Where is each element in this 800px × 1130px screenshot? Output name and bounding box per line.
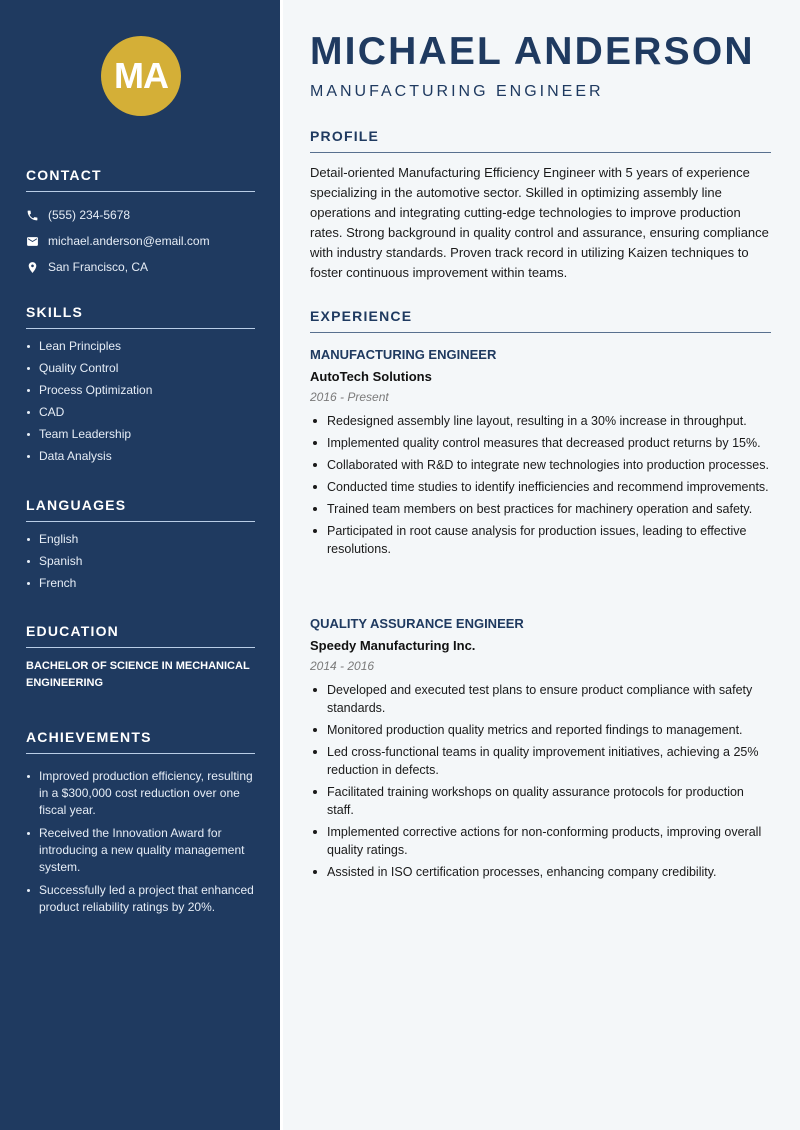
column-divider <box>280 0 283 1130</box>
avatar <box>101 36 181 116</box>
email-text[interactable]: michael.anderson@email.com <box>48 234 210 248</box>
sidebar <box>0 0 280 1130</box>
language-item: French <box>26 575 255 592</box>
job-bullet: Trained team members on best practices for machinery operation and safety. <box>310 500 771 518</box>
phone-icon <box>26 209 48 222</box>
job-dates: 2014 - 2016 <box>310 659 375 673</box>
job-dates: 2016 - Present <box>310 390 389 404</box>
languages-section <box>26 497 255 597</box>
languages-heading: LANGUAGES <box>26 497 255 522</box>
skills-heading: SKILLS <box>26 304 255 329</box>
phone-text[interactable]: (555) 234-5678 <box>48 208 131 222</box>
achievements-section <box>26 729 255 922</box>
job-bullet: Redesigned assembly line layout, resulting in a 30% increase in throughput. <box>310 412 771 430</box>
job-bullet: Facilitated training workshops on quality assurance protocols for production staff. <box>310 783 771 819</box>
avatar-initials: MA <box>114 55 168 96</box>
contact-phone <box>26 202 255 228</box>
job-company: Speedy Manufacturing Inc. <box>310 638 476 653</box>
achievements-list <box>26 768 255 916</box>
education-degree: BACHELOR OF SCIENCE IN MECHANICAL ENGINEERING <box>26 660 250 689</box>
languages-list <box>26 531 255 592</box>
job-entry <box>310 347 771 562</box>
education-section <box>26 623 255 692</box>
job-bullets <box>310 412 771 558</box>
job-entry <box>310 616 771 885</box>
profile-heading: PROFILE <box>310 128 771 153</box>
job-title: MANUFACTURING ENGINEER <box>310 347 497 362</box>
skill-item: CAD <box>26 404 255 421</box>
skill-item: Process Optimization <box>26 382 255 399</box>
skill-item: Lean Principles <box>26 338 255 355</box>
skill-item: Quality Control <box>26 360 255 377</box>
job-bullet: Collaborated with R&D to integrate new technologies into production processes. <box>310 456 771 474</box>
job-bullet: Conducted time studies to identify inefficiencies and recommend improvements. <box>310 478 771 496</box>
skills-list <box>26 338 255 465</box>
job-bullet: Assisted in ISO certification processes, enhancing company credibility. <box>310 863 771 881</box>
contact-list <box>26 202 255 280</box>
contact-location <box>26 254 255 280</box>
job-bullets <box>310 681 771 881</box>
achievement-item: Received the Innovation Award for introducing a new quality management system. <box>26 825 255 876</box>
contact-section <box>26 167 255 280</box>
skill-item: Data Analysis <box>26 448 255 465</box>
candidate-role: MANUFACTURING ENGINEER <box>310 83 604 100</box>
achievements-heading: ACHIEVEMENTS <box>26 729 255 754</box>
achievement-item: Improved production efficiency, resulting in a $300,000 cost reduction over one fiscal year. <box>26 768 255 819</box>
email-icon <box>26 235 48 248</box>
job-company: AutoTech Solutions <box>310 369 432 384</box>
job-bullet: Monitored production quality metrics and reported findings to management. <box>310 721 771 739</box>
location-pin-icon <box>26 261 48 274</box>
language-item: Spanish <box>26 553 255 570</box>
skill-item: Team Leadership <box>26 426 255 443</box>
profile-text: Detail-oriented Manufacturing Efficiency Engineer with 5 years of experience specializing in the automotive sector. Skilled in optimizing assembly line operations and integrating cutting-edge technologies to improve production rates. Strong background in quality control and assurance, ensuring compliance with industry standards. Proven track record in utilizing Kaizen techniques to foster continuous improvement within teams. <box>310 165 769 280</box>
education-heading: EDUCATION <box>26 623 255 648</box>
job-bullet: Implemented corrective actions for non-conforming products, improving overall quality ratings. <box>310 823 771 859</box>
achievement-item: Successfully led a project that enhanced product reliability ratings by 20%. <box>26 882 255 916</box>
language-item: English <box>26 531 255 548</box>
job-bullet: Developed and executed test plans to ensure product compliance with safety standards. <box>310 681 771 717</box>
contact-email <box>26 228 255 254</box>
candidate-name: MICHAEL ANDERSON <box>310 30 755 73</box>
skills-section <box>26 304 255 470</box>
job-bullet: Led cross-functional teams in quality improvement initiatives, achieving a 25% reduction in defects. <box>310 743 771 779</box>
location-text: San Francisco, CA <box>48 260 149 274</box>
job-bullet: Implemented quality control measures that decreased product returns by 15%. <box>310 434 771 452</box>
job-title: QUALITY ASSURANCE ENGINEER <box>310 616 524 631</box>
contact-heading: CONTACT <box>26 167 255 192</box>
experience-heading: EXPERIENCE <box>310 308 771 333</box>
job-bullet: Participated in root cause analysis for production issues, leading to effective resolutions. <box>310 522 771 558</box>
